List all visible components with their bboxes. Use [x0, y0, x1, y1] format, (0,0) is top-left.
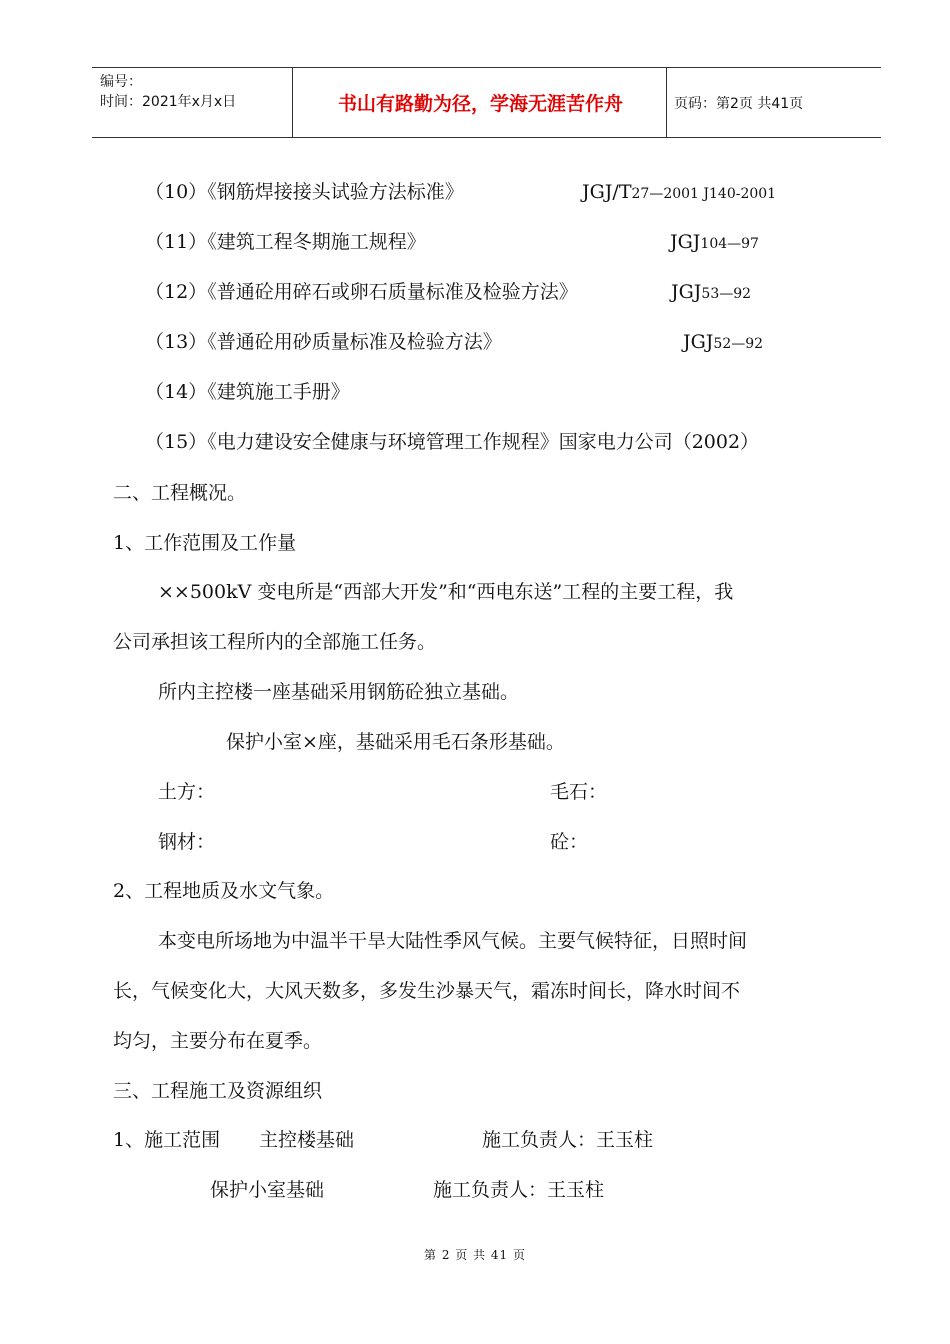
- scope-manager: 施工负责人：王玉柱: [433, 1179, 605, 1201]
- standard-title: 《建筑施工手册》: [207, 381, 350, 403]
- page-footer: 第 2 页 共 41 页: [424, 1248, 526, 1262]
- paragraph-line: 公司承担该工程所内的全部施工任务。: [113, 631, 437, 653]
- standard-index: （11）: [145, 231, 208, 253]
- header-divider: [666, 68, 667, 137]
- header-time: 时间：2021年x月x日: [100, 94, 237, 110]
- standard-index: （14）: [145, 381, 208, 403]
- paragraph-line: 所内主控楼一座基础采用钢筋砼独立基础。: [158, 681, 520, 703]
- standard-title: 《建筑工程冬期施工规程》: [207, 231, 426, 253]
- quantity-concrete: 砼：: [550, 831, 589, 853]
- header-divider: [292, 68, 293, 137]
- standard-item: [145, 180, 464, 204]
- standard-index: （10）: [145, 181, 208, 203]
- paragraph-line: ××500kV 变电所是“西部大开发”和“西电东送”工程的主要工程，我: [158, 581, 734, 603]
- header-meta: [100, 72, 236, 112]
- subsection-heading: 1、工作范围及工作量: [113, 532, 297, 554]
- standard-title: 《钢筋焊接接头试验方法标准》: [207, 181, 464, 203]
- paragraph-line: 均匀，主要分布在夏季。: [113, 1030, 323, 1052]
- standard-index: （13）: [145, 331, 208, 353]
- standard-code: JGJ104—97: [670, 231, 759, 253]
- standard-code: JGJ/T27—2001 J140-2001: [582, 181, 777, 203]
- scope-item: 主控楼基础: [259, 1129, 355, 1151]
- standard-item: [145, 230, 426, 254]
- standard-item: [145, 280, 578, 304]
- paragraph-line: 保护小室×座，基础采用毛石条形基础。: [226, 731, 565, 753]
- header-motto: 书山有路勤为径，学海无涯苦作舟: [337, 93, 623, 115]
- paragraph-line: 本变电所场地为中温半干旱大陆性季风气候。主要气候特征，日照时间: [158, 930, 748, 952]
- section-heading: 三、工程施工及资源组织: [113, 1080, 323, 1102]
- standard-index: （15）: [145, 431, 208, 453]
- subsection-heading: 1、施工范围: [113, 1129, 221, 1151]
- standard-code: JGJ52—92: [683, 331, 764, 353]
- standard-item: [145, 330, 502, 354]
- standard-index: （12）: [145, 281, 208, 303]
- scope-manager: 施工负责人：王玉柱: [482, 1129, 654, 1151]
- quantity-earthwork: 土方：: [158, 781, 216, 803]
- standard-title: 《电力建设安全健康与环境管理工作规程》国家电力公司（2002）: [207, 431, 760, 453]
- header-page-info: 页码：第2页 共41页: [674, 95, 804, 112]
- section-heading: 二、工程概况。: [113, 482, 247, 504]
- header-number: 编号：: [100, 74, 142, 90]
- standard-code: JGJ53—92: [671, 281, 752, 303]
- quantity-stone: 毛石：: [550, 781, 608, 803]
- standard-item: [145, 380, 350, 404]
- standard-item: [145, 430, 759, 454]
- paragraph-line: 长，气候变化大，大风天数多，多发生沙暴天气，霜冻时间长，降水时间不: [113, 980, 741, 1002]
- subsection-heading: 2、工程地质及水文气象。: [113, 880, 335, 902]
- standard-title: 《普通砼用砂质量标准及检验方法》: [207, 331, 502, 353]
- scope-item: 保护小室基础: [210, 1179, 325, 1201]
- quantity-steel: 钢材：: [158, 831, 216, 853]
- page-header: [92, 67, 881, 138]
- standard-title: 《普通砼用碎石或卵石质量标准及检验方法》: [207, 281, 578, 303]
